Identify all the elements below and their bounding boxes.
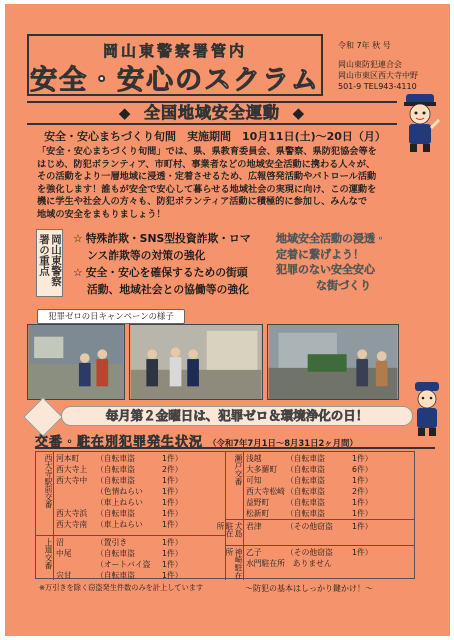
count-cell: 1件）: [352, 509, 373, 518]
intro-line: 地域の安全をまもりましょう！: [37, 208, 166, 220]
crime-row: [246, 465, 378, 476]
area-cell: 益野町: [246, 498, 270, 507]
crime-stats-title: [35, 431, 435, 449]
count-cell: 2件）: [162, 465, 183, 474]
police-mascot-icon: [407, 380, 447, 438]
org-name: 岡山東防犯連合会: [338, 60, 402, 69]
crime-type-cell: （自転車盗: [96, 465, 135, 474]
crime-row: [246, 522, 378, 533]
crime-type-cell: （置引き: [96, 538, 128, 547]
focus-list: [73, 232, 303, 300]
crime-row: [246, 454, 378, 465]
crime-type-cell: （自転車盗: [286, 498, 325, 507]
crime-type-cell: （自転車盗: [286, 454, 325, 463]
crime-type-cell: （自転車盗: [96, 571, 135, 580]
intro-line: その活動をより一層地域に浸透・定着させるため、広報啓発活動やパトロール活動: [37, 171, 377, 183]
station-name: 瀬戸交番: [226, 452, 244, 519]
intro-line: を強化します！誰もが安全で安心して暮らせる地域社会の実現に向け、この運動を: [37, 183, 377, 195]
count-cell: 1件）: [352, 522, 373, 531]
crime-type-cell: （自転車盗: [286, 476, 325, 485]
area-cell: 大多羅町: [246, 465, 278, 474]
station-name: 犬島駐在所: [226, 520, 244, 545]
crime-row: [56, 498, 188, 509]
station-group: [36, 452, 225, 536]
count-cell: 1件）: [162, 571, 183, 580]
crime-type-cell: （自転車盗: [96, 476, 135, 485]
area-cell: 西大寺南: [56, 520, 88, 529]
crime-row: [56, 487, 188, 498]
crime-type-cell: （車上ねらい: [96, 498, 143, 507]
crime-type-cell: （自転車盗: [286, 509, 325, 518]
slogan-line: 地域安全活動の浸透・: [276, 232, 386, 245]
slogan-line: 定着に繋げよう！: [276, 247, 364, 261]
count-cell: 1件）: [162, 509, 183, 518]
station-name: 神崎駐在所: [225, 548, 243, 580]
crime-stats-period: （令和7年7月1日〜8月31日2ヶ月間）: [208, 438, 358, 448]
crime-row: [56, 560, 188, 571]
slogan-line: 犯罪のない安全安心: [276, 263, 375, 276]
station-group: [36, 536, 225, 580]
crime-row: [56, 465, 188, 476]
diamond-icon: ◆: [118, 104, 132, 122]
crime-row: [246, 487, 378, 498]
crime-stats-left-column: [36, 452, 226, 580]
crime-row: [56, 520, 188, 531]
station-name: 上道交番: [36, 536, 54, 580]
station-group: [226, 546, 414, 580]
crime-row: [56, 476, 188, 487]
masthead-title: 安全・安心のスクラム: [30, 65, 320, 96]
crime-row: [246, 476, 378, 487]
count-cell: 1件）: [162, 454, 183, 463]
area-cell: 西大寺上: [56, 465, 88, 474]
campaign-photo: [267, 324, 399, 400]
area-cell: 君津: [246, 522, 262, 531]
crime-row: [246, 548, 378, 559]
area-cell: 河本町: [56, 454, 80, 463]
station-group: [226, 452, 414, 520]
count-cell: 1件）: [162, 498, 183, 507]
slogan-line: な街づくり: [316, 278, 371, 292]
count-cell: 1件）: [162, 538, 183, 547]
area-cell: 西大寺中: [56, 476, 88, 485]
focus-item: ☆ 安全・安心を確保するための街頭: [73, 266, 248, 279]
police-mascot-icon: [398, 92, 442, 154]
crime-type-cell: （その他窃盗: [286, 548, 333, 557]
area-cell: 西大寺松崎: [246, 487, 285, 496]
monthly-banner: 毎月第２金曜日は、犯罪ゼロ＆環境浄化の日！: [61, 406, 413, 426]
area-cell: 可知: [246, 476, 262, 485]
newsletter-sheet: [5, 4, 450, 636]
count-cell: 1件）: [352, 498, 373, 507]
station-name: 西大寺駅前交番: [36, 452, 54, 535]
area-cell: 乙子: [246, 548, 262, 557]
crime-stats-heading: 交番・駐在別犯罪発生状況: [35, 435, 204, 450]
area-cell: 松新町: [246, 509, 270, 518]
area-cell: 沼: [56, 538, 64, 547]
crime-type-cell: （自転車盗: [96, 509, 135, 518]
crime-type-cell: （自転車盗: [96, 549, 135, 558]
count-cell: 6件）: [352, 465, 373, 474]
station-group: [216, 520, 414, 546]
focus-item: ンス詐欺等の対策の強化: [87, 249, 206, 262]
intro-line: 「安全・安心まちづくり旬間」では、県、県教育委員会、県警察、県防犯協会等を: [37, 146, 377, 157]
photo-strip: [27, 324, 399, 400]
crime-type-cell: （自転車盗: [286, 487, 325, 496]
footer-slogan: 〜防犯の基本はしっかり鍵かけ！〜: [245, 584, 373, 593]
crime-row: [56, 549, 188, 560]
count-cell: 2件）: [352, 487, 373, 496]
count-cell: 1件）: [162, 549, 183, 558]
star-icon: ☆: [73, 266, 83, 279]
count-cell: 1件）: [352, 548, 373, 557]
organization-info: [338, 59, 418, 92]
edition-label: 令和 7年 秋 号: [338, 41, 391, 50]
footnote: ※万引きを除く窃盗発生件数のみを計上しています: [39, 583, 204, 592]
crime-type-cell: （車上ねらい: [96, 520, 143, 529]
campaign-period: 安全・安心まちづくり旬間 実施期間 10月11日(土)〜20日（月）: [44, 130, 386, 143]
crime-type-cell: （自転車盗: [286, 465, 325, 474]
area-cell: 水門駐在所 ありません: [246, 559, 332, 568]
area-cell: 西大寺浜: [56, 509, 88, 518]
crime-row: [56, 571, 188, 582]
count-cell: 1件）: [352, 476, 373, 485]
intro-line: 機に学生や社会人の方々も、防犯ボランティア活動に積極的に参加し、みんなで: [37, 196, 368, 208]
area-cell: 中尾: [56, 549, 72, 558]
diamond-icon: ◆: [292, 104, 306, 122]
crime-row: [56, 454, 188, 465]
crime-type-cell: （その他窃盗: [286, 522, 333, 531]
crime-stats-right-column: [216, 452, 414, 580]
count-cell: 1件）: [162, 560, 183, 569]
org-address-1: 岡山市東区西大寺中野: [338, 71, 418, 80]
crime-type-cell: （自転車盗: [96, 454, 135, 463]
count-cell: 1件）: [162, 487, 183, 496]
campaign-photo: [27, 324, 125, 400]
intro-line: はじめ、防犯ボランティア、市町村、事業者などの地域安全活動に携わる人々が、: [37, 158, 376, 170]
photo-caption: 犯罪ゼロの日キャンペーンの様子: [37, 309, 185, 324]
campaign-photo: [129, 324, 263, 400]
crime-row: [246, 498, 378, 509]
crime-row: [246, 509, 378, 520]
crime-row: [56, 538, 188, 549]
campaign-title: 全国地域安全運動: [143, 103, 280, 122]
area-cell: 宍甘: [56, 571, 72, 580]
focus-label: 岡山東警察署の重点: [36, 229, 63, 297]
crime-type-cell: （色情ねらい: [96, 487, 143, 496]
masthead-subtitle: 岡山東警察署管内: [102, 42, 247, 60]
count-cell: 1件）: [352, 454, 373, 463]
focus-item: ☆ 特殊詐欺・SNS型投資詐欺・ロマ: [73, 232, 251, 245]
area-cell: 浅越: [246, 454, 262, 463]
crime-stats-table: [35, 451, 415, 579]
count-cell: 1件）: [162, 520, 183, 529]
intro-paragraph: [37, 146, 407, 222]
slogan-block: [276, 231, 428, 307]
star-icon: ☆: [73, 232, 83, 245]
org-address-2: 501-9 TEL943-4110: [338, 82, 417, 91]
focus-section: [27, 229, 275, 305]
count-cell: 1件）: [162, 476, 183, 485]
masthead: [27, 34, 323, 96]
crime-row: [246, 559, 378, 570]
crime-type-cell: （オートバイ盗: [96, 560, 151, 569]
campaign-title-bar: [27, 101, 397, 125]
crime-row: [56, 509, 188, 520]
focus-item: 活動、地域社会との協働等の強化: [87, 283, 249, 296]
